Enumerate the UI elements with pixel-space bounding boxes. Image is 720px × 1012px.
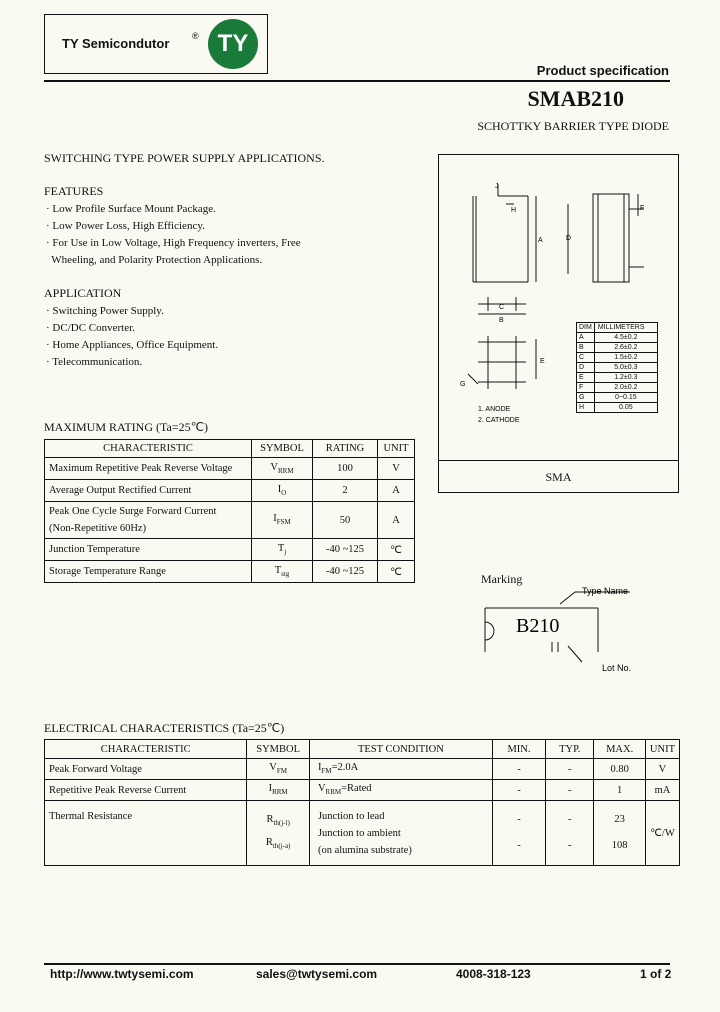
symbol-cell: $R_{th(j-l)}$ $R_{th(j-a)}$ [247, 801, 310, 866]
table-row [45, 780, 680, 801]
list-item: · Home Appliances, Office Equipment. [46, 339, 219, 351]
unit-cell: A [378, 502, 415, 539]
min-cell: - [492, 759, 545, 780]
dim-label-b: B [499, 317, 504, 324]
dimension-row: F 2.0±0.2 [577, 383, 658, 393]
rating-cell: 50 [313, 502, 378, 539]
list-item: · Low Power Loss, High Efficiency. [46, 220, 205, 232]
condition-cell: $I_{FM}=2.0A$ [309, 759, 492, 780]
registered-mark: ® [192, 31, 199, 41]
website-link[interactable]: http://www.twtysemi.com [50, 967, 194, 981]
package-name: SMA [545, 470, 572, 484]
rating-cell: 2 [313, 480, 378, 502]
pin-label-2: 2. CATHODE [478, 417, 520, 424]
dimension-row: G 0~0.15 [577, 393, 658, 403]
electrical-title: ELECTRICAL CHARACTERISTICS (Ta=25℃) [44, 721, 285, 735]
part-number: SMAB210 [527, 86, 624, 111]
unit-cell: V [378, 458, 415, 480]
product-spec-label: Product specification [536, 63, 669, 78]
dim-label-d: D [566, 235, 572, 242]
characteristic-cell: Thermal Resistance [45, 801, 247, 866]
symbol-cell: $I_{RRM}$ [247, 780, 310, 801]
list-item: · DC/DC Converter. [46, 322, 135, 334]
dim-label-g: G [460, 381, 466, 388]
characteristic-cell: Peak One Cycle Surge Forward Current (Non-Repetitive 60Hz) [45, 502, 252, 539]
dimension-row: D 5.0±0.3 [577, 363, 658, 373]
max-cell: 1 [594, 780, 646, 801]
type-name-label: Type Name [582, 586, 629, 596]
symbol-cell: $I_{FSM}$ [252, 502, 313, 539]
dim-label-c: C [499, 304, 505, 311]
min-cell: - [492, 780, 545, 801]
email-link[interactable]: sales@twtysemi.com [256, 967, 378, 981]
package-divider [438, 460, 679, 461]
symbol-cell: $I_O$ [252, 480, 313, 502]
dimension-row: B 2.6±0.2 [577, 343, 658, 353]
list-item: · Telecommunication. [46, 356, 143, 368]
features-list [46, 201, 301, 269]
top-rule [44, 80, 670, 82]
max-rating-title: MAXIMUM RATING (Ta=25℃) [44, 420, 209, 434]
dim-label-f: F [640, 205, 645, 212]
condition-cell: $V_{RRM}=Rated$ [309, 780, 492, 801]
typ-cell: - - [546, 801, 594, 866]
characteristic-cell: Junction Temperature [45, 539, 252, 561]
application-heading: APPLICATION [44, 286, 122, 300]
rating-cell: 100 [313, 458, 378, 480]
marking-heading: Marking [481, 572, 523, 586]
ty-logo: TY [208, 19, 258, 69]
table-header-row: CHARACTERISTIC SYMBOL RATING UNIT [45, 440, 415, 458]
dim-label-j: J [495, 183, 499, 190]
characteristic-cell: Peak Forward Voltage [45, 759, 247, 780]
phone-number: 4008-318-123 [456, 967, 531, 981]
part-subtitle: SCHOTTKY BARRIER TYPE DIODE [477, 119, 669, 133]
dimension-row: E 1.2±0.3 [577, 373, 658, 383]
symbol-cell: $V_{RRM}$ [252, 458, 313, 480]
unit-cell: A [378, 480, 415, 502]
unit-cell: mA [645, 780, 679, 801]
symbol-cell: $T_{stg}$ [252, 561, 313, 583]
condition-cell: Junction to lead Junction to ambient (on alumina substrate) [309, 801, 492, 866]
min-cell: - - [492, 801, 545, 866]
max-cell: 23 108 [594, 801, 646, 866]
marking-code: B210 [516, 615, 560, 637]
dim-label-h: H [511, 207, 517, 214]
list-item: · For Use in Low Voltage, High Frequency inverters, Free [46, 237, 301, 249]
pin-label-1: 1. ANODE [478, 406, 511, 413]
characteristic-cell: Repetitive Peak Reverse Current [45, 780, 247, 801]
table-row [45, 561, 415, 583]
max-rating-table [44, 439, 415, 583]
typ-cell: - [546, 780, 594, 801]
characteristic-cell: Maximum Repetitive Peak Reverse Voltage [45, 458, 252, 480]
electrical-table [44, 739, 680, 866]
dimension-row: H 0.05 [577, 403, 658, 413]
lot-no-label: Lot No. [602, 663, 632, 673]
marking-drawing [480, 582, 640, 677]
table-row [45, 759, 680, 780]
table-header-row: CHARACTERISTIC SYMBOL TEST CONDITION MIN. TYP. MAX. UNIT [45, 740, 680, 759]
package-outline-drawing [438, 154, 679, 459]
dim-label-e: E [540, 358, 545, 365]
rating-cell: -40 ~125 [313, 561, 378, 583]
application-list [46, 303, 218, 371]
unit-cell: V [645, 759, 679, 780]
company-name: TY Semicondutor [62, 36, 170, 51]
max-cell: 0.80 [594, 759, 646, 780]
unit-cell: ℃ [378, 561, 415, 583]
features-heading: FEATURES [44, 184, 104, 198]
characteristic-cell: Average Output Rectified Current [45, 480, 252, 502]
page-number: 1 of 2 [640, 967, 672, 981]
table-row [45, 539, 415, 561]
symbol-cell: $V_{FM}$ [247, 759, 310, 780]
dim-label-a: A [538, 237, 543, 244]
dimension-row: C 1.5±0.2 [577, 353, 658, 363]
list-item: · Low Profile Surface Mount Package. [46, 203, 216, 215]
characteristic-cell: Storage Temperature Range [45, 561, 252, 583]
dimension-table: DIM MILLIMETERS A 4.5±0.2 B 2.6±0.2 C 1.5±0.2 D 5.0±0.3 E 1.2±0.3 F 2.0±0.2 G 0~0.15 H 0.05 [576, 322, 658, 413]
dimension-row: A 4.5±0.2 [577, 333, 658, 343]
table-row [45, 480, 415, 502]
list-item: Wheeling, and Polarity Protection Applications. [46, 254, 263, 266]
table-row [45, 458, 415, 480]
bottom-rule [44, 963, 670, 965]
typ-cell: - [546, 759, 594, 780]
rating-cell: -40 ~125 [313, 539, 378, 561]
symbol-cell: $T_j$ [252, 539, 313, 561]
intro-heading: SWITCHING TYPE POWER SUPPLY APPLICATIONS. [44, 151, 325, 165]
table-row [45, 801, 680, 866]
table-row [45, 502, 415, 539]
unit-cell: ℃ [378, 539, 415, 561]
list-item: · Switching Power Supply. [46, 305, 164, 317]
unit-cell: ℃/W [645, 801, 679, 866]
